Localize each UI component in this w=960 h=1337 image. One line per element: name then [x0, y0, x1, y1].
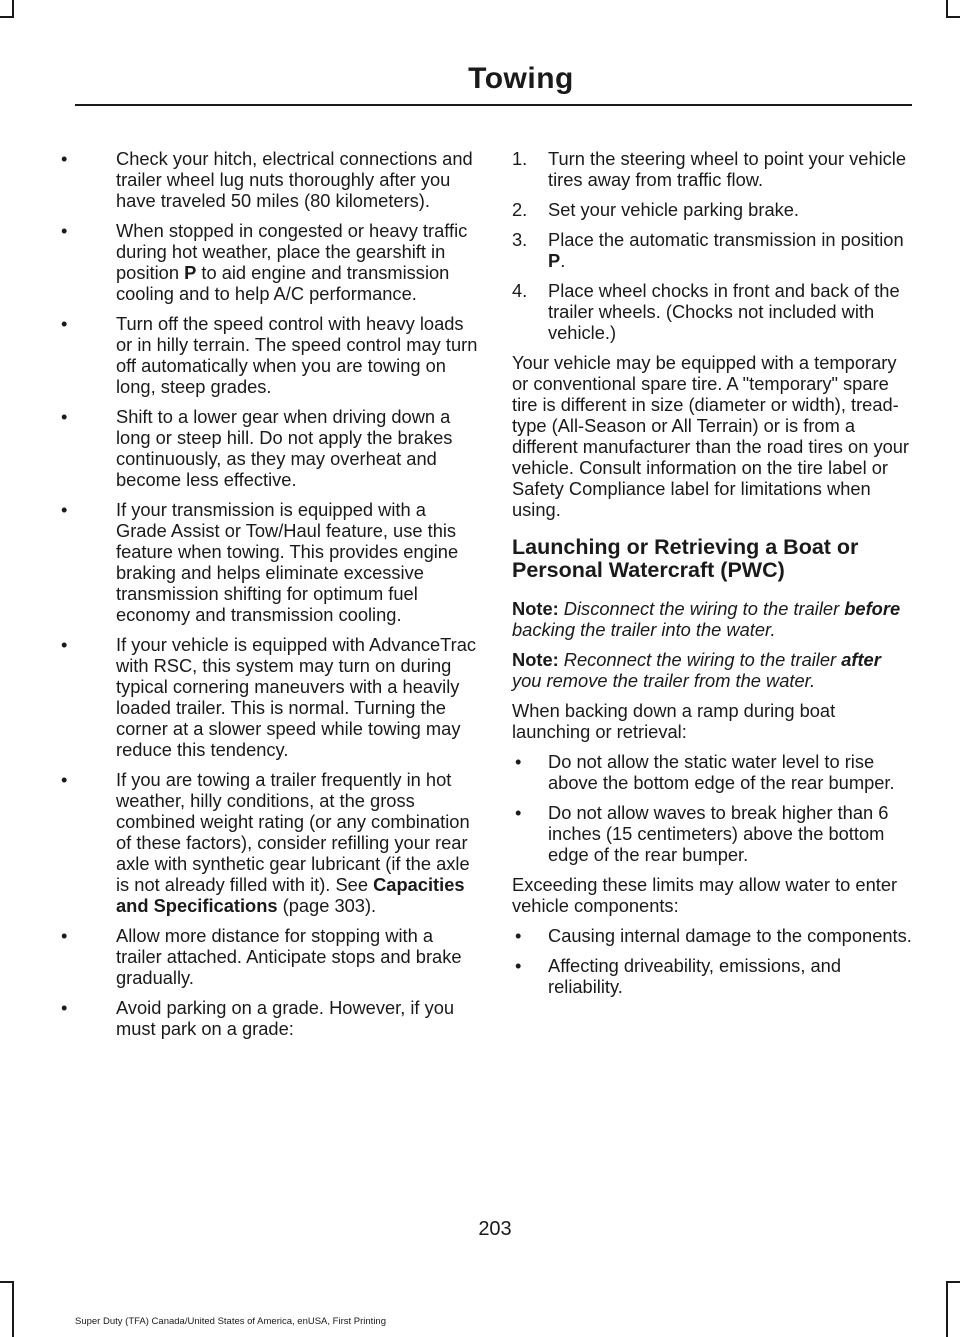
crop-mark-top-right-h [946, 16, 960, 18]
bullet-icon: • [61, 313, 68, 334]
bullet-icon: • [515, 925, 522, 946]
bullet-icon: • [61, 925, 68, 946]
page-number: 203 [478, 1218, 512, 1240]
list-item: • Avoid parking on a grade. However, if you must park on a grade: [58, 997, 478, 1039]
crop-mark-bottom-left-h [0, 1281, 14, 1283]
right-column [512, 148, 912, 1006]
list-item: • When stopped in congested or heavy traffic during hot weather, place the gearshift in position P to aid engine and transmission cooling and to help A/C performance. [58, 220, 478, 304]
crop-mark-bottom-right-v [946, 1281, 948, 1337]
bullet-icon: • [61, 406, 68, 427]
note: Note: Reconnect the wiring to the trailer after you remove the trailer from the water. [512, 649, 881, 691]
numbered-step: 2. Set your vehicle parking brake. [512, 199, 799, 220]
left-column [58, 148, 478, 1048]
list-item: • Causing internal damage to the components. [512, 925, 912, 946]
list-item: • Do not allow waves to break higher than 6 inches (15 centimeters) above the bottom edge of the rear bumper. [512, 802, 912, 865]
footer-text: Super Duty (TFA) Canada/United States of America, enUSA, First Printing [75, 1316, 386, 1327]
numbered-step: 4. Place wheel chocks in front and back of the trailer wheels. (Chocks not included with vehicle.) [512, 280, 900, 343]
list-item: • Check your hitch, electrical connections and trailer wheel lug nuts thoroughly after you have traveled 50 miles (80 kilometers). [58, 148, 478, 211]
list-item: • Do not allow the static water level to rise above the bottom edge of the rear bumper. [512, 751, 912, 793]
page-header [0, 62, 960, 96]
bullet-icon: • [61, 769, 68, 790]
bullet-icon: • [61, 634, 68, 655]
list-item: • If your transmission is equipped with a Grade Assist or Tow/Haul feature, use this feature when towing. This provides engine braking and helps eliminate excessive transmission shifting for optimum fuel economy and transmission cooling. [58, 499, 478, 625]
bullet-icon: • [61, 997, 68, 1018]
limits-intro: Exceeding these limits may allow water to enter vehicle components: [512, 874, 898, 916]
list-item: • Allow more distance for stopping with a trailer attached. Anticipate stops and brake gradually. [58, 925, 478, 988]
list-item: • Affecting driveability, emissions, and reliability. [512, 955, 912, 997]
section-heading: Launching or Retrieving a Boat or Personal Watercraft (PWC) [512, 535, 859, 582]
bullet-icon: • [515, 955, 522, 976]
list-item: • Turn off the speed control with heavy loads or in hilly terrain. The speed control may turn off automatically when you are towing on long, steep grades. [58, 313, 478, 397]
numbered-step: 1. Turn the steering wheel to point your vehicle tires away from traffic flow. [512, 148, 907, 190]
crop-mark-bottom-left-v [12, 1281, 14, 1337]
ramp-intro: When backing down a ramp during boat launching or retrieval: [512, 700, 836, 742]
bullet-icon: • [515, 751, 522, 772]
list-item: • If your vehicle is equipped with AdvanceTrac with RSC, this system may turn on during typical cornering maneuvers with a heavily loaded trailer. This is normal. Turning the corner at a slower speed while towing may reduce this tendency. [58, 634, 478, 760]
spare-tire-paragraph: Your vehicle may be equipped with a temporary or conventional spare tire. A "temporary" spare tire is different in size (diameter or width), tread-type (All-Season or All Terrain) or is from a different manufacturer than the road tires on your vehicle. Consult information on the tire label or Safety Compliance label for limitations when using. [512, 352, 910, 520]
list-item: • Shift to a lower gear when driving down a long or steep hill. Do not apply the brakes continuously, as they may overheat and become less effective. [58, 406, 478, 490]
list-item: • If you are towing a trailer frequently in hot weather, hilly conditions, at the gross combined weight rating (or any combination of these factors), consider refilling your rear axle with synthetic gear lubricant (if the axle is not already filled with it). See Capacities and Specifications (page 303). [58, 769, 478, 916]
cross-reference-link[interactable]: Capacities and Specifications [116, 874, 465, 916]
bullet-icon: • [61, 499, 68, 520]
crop-mark-bottom-right-h [946, 1281, 960, 1283]
bullet-icon: • [515, 802, 522, 823]
numbered-step: 3. Place the automatic transmission in position P. [512, 229, 904, 271]
header-rule [75, 104, 912, 106]
bullet-icon: • [61, 220, 68, 241]
crop-mark-top-left-h [0, 16, 14, 18]
page-title: Towing [468, 62, 574, 95]
bullet-icon: • [61, 148, 68, 169]
note: Note: Disconnect the wiring to the trailer before backing the trailer into the water. [512, 598, 901, 640]
